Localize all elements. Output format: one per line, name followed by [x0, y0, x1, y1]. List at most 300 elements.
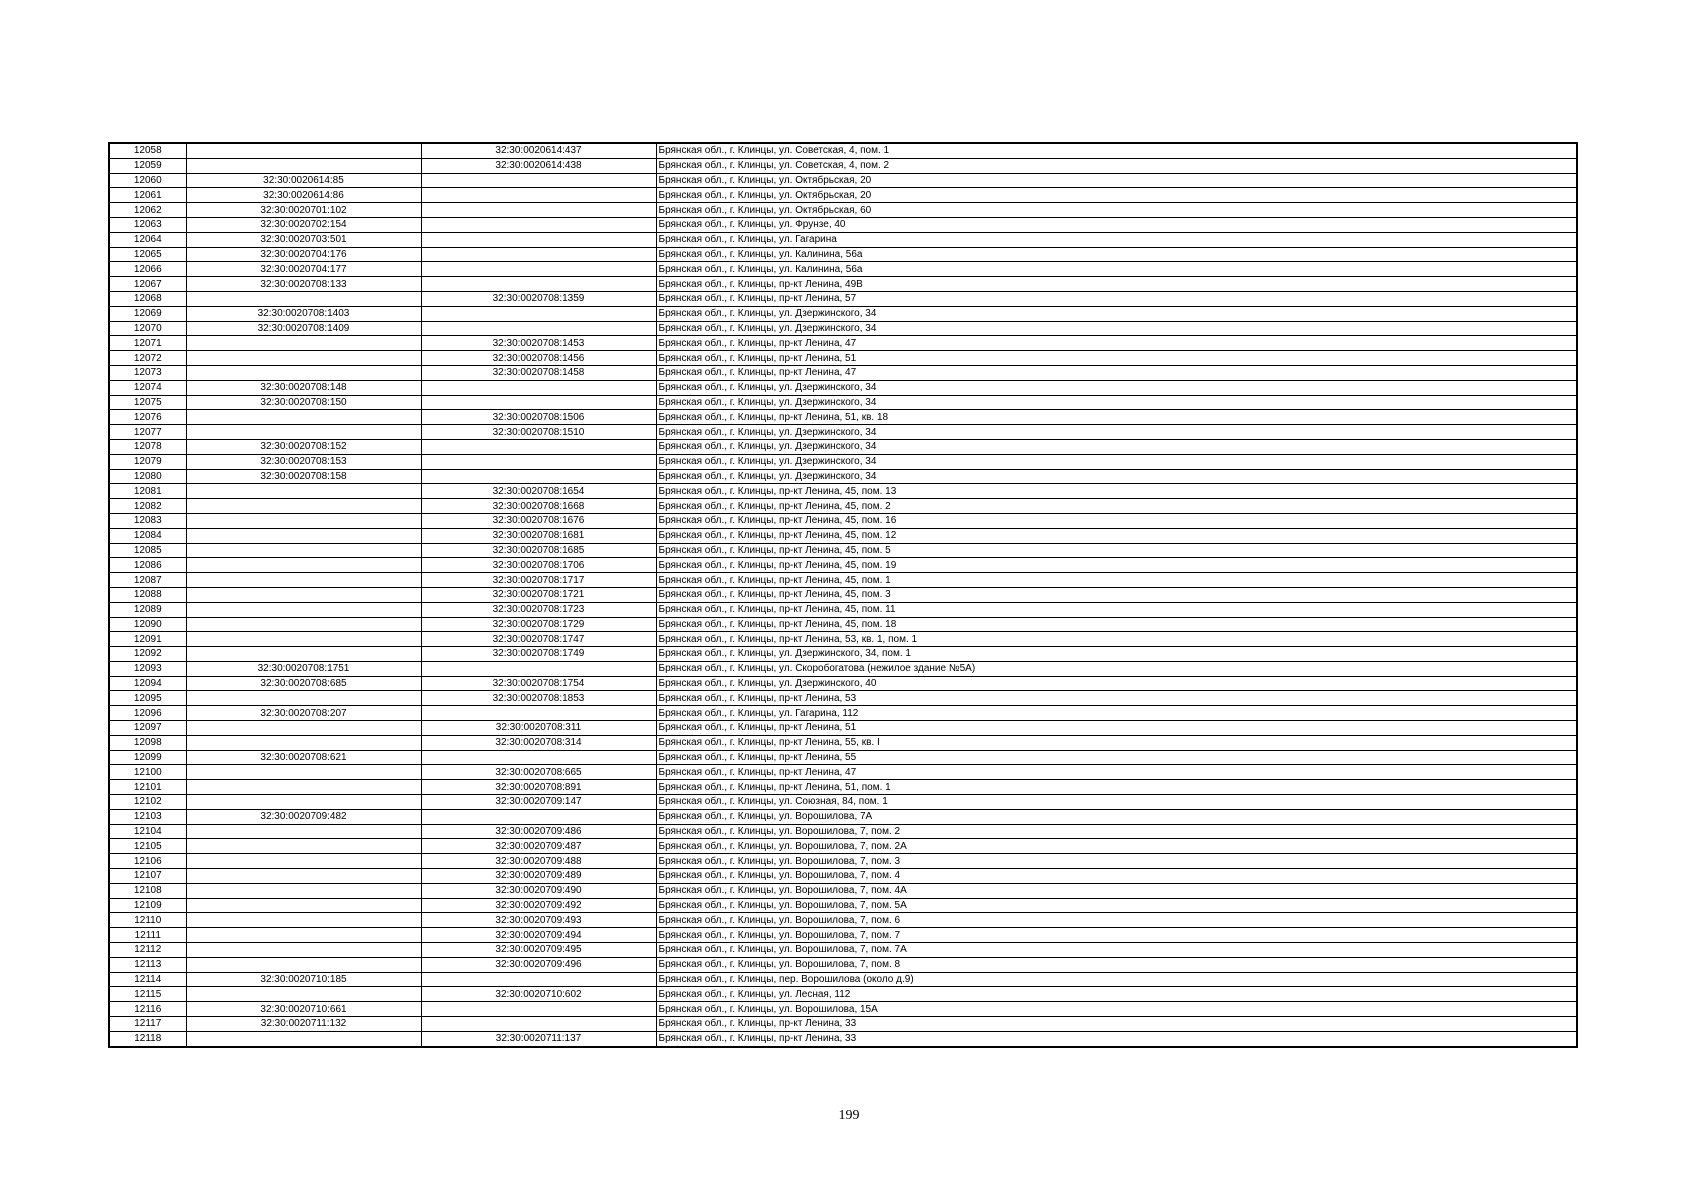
row-number-cell: 12080	[109, 469, 186, 484]
premises-cadastral-number-cell: 32:30:0020708:1706	[421, 558, 656, 573]
registry-table	[108, 142, 1578, 1048]
cadastral-number-cell	[186, 854, 421, 869]
table-row	[109, 454, 1577, 469]
row-number-cell: 12087	[109, 573, 186, 588]
address-cell: Брянская обл., г. Клинцы, ул. Дзержинского, 34	[656, 306, 1577, 321]
row-number-cell: 12108	[109, 883, 186, 898]
address-cell: Брянская обл., г. Клинцы, ул. Гагарина	[656, 232, 1577, 247]
premises-cadastral-number-cell: 32:30:0020708:665	[421, 765, 656, 780]
cadastral-number-cell	[186, 735, 421, 750]
address-cell: Брянская обл., г. Клинцы, ул. Советская, 4, пом. 2	[656, 158, 1577, 173]
table-row	[109, 957, 1577, 972]
row-number-cell: 12060	[109, 173, 186, 188]
table-row	[109, 898, 1577, 913]
premises-cadastral-number-cell: 32:30:0020710:602	[421, 987, 656, 1002]
address-cell: Брянская обл., г. Клинцы, ул. Ворошилова, 7, пом. 2	[656, 824, 1577, 839]
address-cell: Брянская обл., г. Клинцы, ул. Ворошилова, 7, пом. 8	[656, 957, 1577, 972]
table-row	[109, 883, 1577, 898]
row-number-cell: 12112	[109, 943, 186, 958]
cadastral-number-cell: 32:30:0020708:133	[186, 277, 421, 292]
cadastral-number-cell	[186, 158, 421, 173]
premises-cadastral-number-cell	[421, 809, 656, 824]
table-row	[109, 809, 1577, 824]
cadastral-number-cell: 32:30:0020702:154	[186, 217, 421, 232]
premises-cadastral-number-cell	[421, 1002, 656, 1017]
table-row	[109, 425, 1577, 440]
table-row	[109, 1031, 1577, 1046]
row-number-cell: 12063	[109, 217, 186, 232]
table-row	[109, 587, 1577, 602]
table-row	[109, 351, 1577, 366]
row-number-cell: 12067	[109, 277, 186, 292]
cadastral-number-cell: 32:30:0020708:1409	[186, 321, 421, 336]
table-row	[109, 706, 1577, 721]
row-number-cell: 12082	[109, 499, 186, 514]
row-number-cell: 12110	[109, 913, 186, 928]
address-cell: Брянская обл., г. Клинцы, ул. Калинина, 56а	[656, 247, 1577, 262]
premises-cadastral-number-cell	[421, 277, 656, 292]
premises-cadastral-number-cell	[421, 380, 656, 395]
premises-cadastral-number-cell	[421, 469, 656, 484]
premises-cadastral-number-cell	[421, 262, 656, 277]
row-number-cell: 12083	[109, 513, 186, 528]
cadastral-number-cell: 32:30:0020708:148	[186, 380, 421, 395]
table-row	[109, 247, 1577, 262]
cadastral-number-cell	[186, 291, 421, 306]
cadastral-number-cell	[186, 943, 421, 958]
address-cell: Брянская обл., г. Клинцы, пр-кт Ленина, 45, пом. 19	[656, 558, 1577, 573]
premises-cadastral-number-cell: 32:30:0020709:492	[421, 898, 656, 913]
premises-cadastral-number-cell	[421, 661, 656, 676]
address-cell: Брянская обл., г. Клинцы, ул. Дзержинского, 34	[656, 395, 1577, 410]
row-number-cell: 12079	[109, 454, 186, 469]
premises-cadastral-number-cell: 32:30:0020708:1853	[421, 691, 656, 706]
table-row	[109, 513, 1577, 528]
table-row	[109, 321, 1577, 336]
row-number-cell: 12109	[109, 898, 186, 913]
row-number-cell: 12076	[109, 410, 186, 425]
premises-cadastral-number-cell: 32:30:0020708:1717	[421, 573, 656, 588]
address-cell: Брянская обл., г. Клинцы, пр-кт Ленина, 45, пом. 12	[656, 528, 1577, 543]
address-cell: Брянская обл., г. Клинцы, пр-кт Ленина, 51, кв. 18	[656, 410, 1577, 425]
cadastral-number-cell: 32:30:0020708:1751	[186, 661, 421, 676]
table-row	[109, 972, 1577, 987]
row-number-cell: 12093	[109, 661, 186, 676]
table-row	[109, 499, 1577, 514]
table-row	[109, 854, 1577, 869]
cadastral-number-cell	[186, 558, 421, 573]
cadastral-number-cell	[186, 647, 421, 662]
premises-cadastral-number-cell: 32:30:0020711:137	[421, 1031, 656, 1046]
address-cell: Брянская обл., г. Клинцы, пр-кт Ленина, 51	[656, 721, 1577, 736]
address-cell: Брянская обл., г. Клинцы, ул. Союзная, 84, пом. 1	[656, 795, 1577, 810]
cadastral-number-cell	[186, 336, 421, 351]
table-row	[109, 173, 1577, 188]
row-number-cell: 12078	[109, 439, 186, 454]
premises-cadastral-number-cell: 32:30:0020709:493	[421, 913, 656, 928]
address-cell: Брянская обл., г. Клинцы, пр-кт Ленина, 33	[656, 1031, 1577, 1046]
cadastral-number-cell: 32:30:0020708:685	[186, 676, 421, 691]
cadastral-number-cell: 32:30:0020708:152	[186, 439, 421, 454]
row-number-cell: 12104	[109, 824, 186, 839]
cadastral-number-cell	[186, 839, 421, 854]
address-cell: Брянская обл., г. Клинцы, пр-кт Ленина, 45, пом. 2	[656, 499, 1577, 514]
table-row	[109, 721, 1577, 736]
row-number-cell: 12107	[109, 869, 186, 884]
premises-cadastral-number-cell: 32:30:0020709:488	[421, 854, 656, 869]
address-cell: Брянская обл., г. Клинцы, ул. Скоробогатова (нежилое здание №5А)	[656, 661, 1577, 676]
row-number-cell: 12081	[109, 484, 186, 499]
cadastral-number-cell: 32:30:0020704:177	[186, 262, 421, 277]
address-cell: Брянская обл., г. Клинцы, пр-кт Ленина, 45, пом. 11	[656, 602, 1577, 617]
table-row	[109, 691, 1577, 706]
cadastral-number-cell: 32:30:0020710:185	[186, 972, 421, 987]
address-cell: Брянская обл., г. Клинцы, пер. Ворошилова (около д.9)	[656, 972, 1577, 987]
table-row	[109, 750, 1577, 765]
row-number-cell: 12088	[109, 587, 186, 602]
registry-table-body	[109, 143, 1577, 1047]
premises-cadastral-number-cell: 32:30:0020709:487	[421, 839, 656, 854]
premises-cadastral-number-cell: 32:30:0020708:1723	[421, 602, 656, 617]
table-row	[109, 395, 1577, 410]
address-cell: Брянская обл., г. Клинцы, ул. Фрунзе, 40	[656, 217, 1577, 232]
row-number-cell: 12096	[109, 706, 186, 721]
cadastral-number-cell: 32:30:0020708:621	[186, 750, 421, 765]
cadastral-number-cell	[186, 513, 421, 528]
row-number-cell: 12089	[109, 602, 186, 617]
address-cell: Брянская обл., г. Клинцы, ул. Лесная, 112	[656, 987, 1577, 1002]
cadastral-number-cell	[186, 1031, 421, 1046]
cadastral-number-cell: 32:30:0020614:86	[186, 188, 421, 203]
table-row	[109, 617, 1577, 632]
cadastral-number-cell: 32:30:0020708:158	[186, 469, 421, 484]
cadastral-number-cell	[186, 824, 421, 839]
address-cell: Брянская обл., г. Клинцы, пр-кт Ленина, 33	[656, 1017, 1577, 1032]
premises-cadastral-number-cell: 32:30:0020708:1681	[421, 528, 656, 543]
table-row	[109, 336, 1577, 351]
address-cell: Брянская обл., г. Клинцы, пр-кт Ленина, 45, пом. 3	[656, 587, 1577, 602]
address-cell: Брянская обл., г. Клинцы, пр-кт Ленина, 51, пом. 1	[656, 780, 1577, 795]
premises-cadastral-number-cell: 32:30:0020709:496	[421, 957, 656, 972]
cadastral-number-cell	[186, 617, 421, 632]
address-cell: Брянская обл., г. Клинцы, ул. Октябрьская, 60	[656, 203, 1577, 218]
table-row	[109, 661, 1577, 676]
address-cell: Брянская обл., г. Клинцы, пр-кт Ленина, 55	[656, 750, 1577, 765]
premises-cadastral-number-cell: 32:30:0020708:1729	[421, 617, 656, 632]
table-row	[109, 203, 1577, 218]
row-number-cell: 12098	[109, 735, 186, 750]
row-number-cell: 12118	[109, 1031, 186, 1046]
page-number: 199	[838, 1108, 860, 1123]
table-row	[109, 558, 1577, 573]
row-number-cell: 12077	[109, 425, 186, 440]
table-row	[109, 987, 1577, 1002]
premises-cadastral-number-cell: 32:30:0020708:1747	[421, 632, 656, 647]
cadastral-number-cell: 32:30:0020710:661	[186, 1002, 421, 1017]
cadastral-number-cell	[186, 602, 421, 617]
table-row	[109, 632, 1577, 647]
premises-cadastral-number-cell	[421, 454, 656, 469]
premises-cadastral-number-cell: 32:30:0020708:1754	[421, 676, 656, 691]
row-number-cell: 12114	[109, 972, 186, 987]
table-row	[109, 943, 1577, 958]
cadastral-number-cell	[186, 898, 421, 913]
cadastral-number-cell	[186, 587, 421, 602]
row-number-cell: 12059	[109, 158, 186, 173]
row-number-cell: 12099	[109, 750, 186, 765]
premises-cadastral-number-cell	[421, 750, 656, 765]
address-cell: Брянская обл., г. Клинцы, ул. Дзержинского, 34	[656, 321, 1577, 336]
table-row	[109, 543, 1577, 558]
cadastral-number-cell	[186, 528, 421, 543]
table-row	[109, 1002, 1577, 1017]
address-cell: Брянская обл., г. Клинцы, пр-кт Ленина, 45, пом. 18	[656, 617, 1577, 632]
cadastral-number-cell: 32:30:0020708:1403	[186, 306, 421, 321]
table-row	[109, 469, 1577, 484]
address-cell: Брянская обл., г. Клинцы, ул. Ворошилова, 7, пом. 7А	[656, 943, 1577, 958]
row-number-cell: 12069	[109, 306, 186, 321]
table-row	[109, 217, 1577, 232]
premises-cadastral-number-cell: 32:30:0020708:1676	[421, 513, 656, 528]
cadastral-number-cell	[186, 425, 421, 440]
premises-cadastral-number-cell: 32:30:0020708:314	[421, 735, 656, 750]
address-cell: Брянская обл., г. Клинцы, ул. Октябрьская, 20	[656, 173, 1577, 188]
row-number-cell: 12111	[109, 928, 186, 943]
address-cell: Брянская обл., г. Клинцы, пр-кт Ленина, 53, кв. 1, пом. 1	[656, 632, 1577, 647]
cadastral-number-cell: 32:30:0020704:176	[186, 247, 421, 262]
row-number-cell: 12100	[109, 765, 186, 780]
premises-cadastral-number-cell	[421, 203, 656, 218]
premises-cadastral-number-cell	[421, 706, 656, 721]
table-row	[109, 913, 1577, 928]
table-row	[109, 676, 1577, 691]
table-row	[109, 306, 1577, 321]
row-number-cell: 12092	[109, 647, 186, 662]
cadastral-number-cell	[186, 957, 421, 972]
cadastral-number-cell	[186, 869, 421, 884]
table-row	[109, 839, 1577, 854]
address-cell: Брянская обл., г. Клинцы, пр-кт Ленина, 53	[656, 691, 1577, 706]
premises-cadastral-number-cell	[421, 1017, 656, 1032]
table-row	[109, 765, 1577, 780]
address-cell: Брянская обл., г. Клинцы, ул. Дзержинского, 34	[656, 454, 1577, 469]
table-row	[109, 780, 1577, 795]
table-row	[109, 291, 1577, 306]
premises-cadastral-number-cell: 32:30:0020708:1458	[421, 365, 656, 380]
cadastral-number-cell	[186, 928, 421, 943]
table-row	[109, 735, 1577, 750]
address-cell: Брянская обл., г. Клинцы, ул. Дзержинского, 34	[656, 425, 1577, 440]
table-row	[109, 869, 1577, 884]
row-number-cell: 12061	[109, 188, 186, 203]
address-cell: Брянская обл., г. Клинцы, ул. Гагарина, 112	[656, 706, 1577, 721]
row-number-cell: 12075	[109, 395, 186, 410]
address-cell: Брянская обл., г. Клинцы, ул. Ворошилова, 15А	[656, 1002, 1577, 1017]
cadastral-number-cell: 32:30:0020711:132	[186, 1017, 421, 1032]
table-row	[109, 439, 1577, 454]
address-cell: Брянская обл., г. Клинцы, ул. Ворошилова, 7, пом. 4А	[656, 883, 1577, 898]
table-row	[109, 143, 1577, 158]
address-cell: Брянская обл., г. Клинцы, ул. Ворошилова, 7, пом. 3	[656, 854, 1577, 869]
address-cell: Брянская обл., г. Клинцы, ул. Ворошилова, 7, пом. 5А	[656, 898, 1577, 913]
row-number-cell: 12103	[109, 809, 186, 824]
address-cell: Брянская обл., г. Клинцы, ул. Ворошилова, 7А	[656, 809, 1577, 824]
table-row	[109, 484, 1577, 499]
table-row	[109, 602, 1577, 617]
address-cell: Брянская обл., г. Клинцы, пр-кт Ленина, 49В	[656, 277, 1577, 292]
premises-cadastral-number-cell: 32:30:0020708:1359	[421, 291, 656, 306]
premises-cadastral-number-cell: 32:30:0020614:437	[421, 143, 656, 158]
registry-table-wrap	[108, 142, 1576, 1048]
address-cell: Брянская обл., г. Клинцы, ул. Дзержинского, 34	[656, 469, 1577, 484]
cadastral-number-cell	[186, 351, 421, 366]
premises-cadastral-number-cell	[421, 972, 656, 987]
premises-cadastral-number-cell	[421, 232, 656, 247]
row-number-cell: 12101	[109, 780, 186, 795]
premises-cadastral-number-cell: 32:30:0020709:490	[421, 883, 656, 898]
row-number-cell: 12113	[109, 957, 186, 972]
address-cell: Брянская обл., г. Клинцы, ул. Ворошилова, 7, пом. 2А	[656, 839, 1577, 854]
cadastral-number-cell: 32:30:0020708:207	[186, 706, 421, 721]
row-number-cell: 12071	[109, 336, 186, 351]
row-number-cell: 12102	[109, 795, 186, 810]
row-number-cell: 12085	[109, 543, 186, 558]
premises-cadastral-number-cell: 32:30:0020709:486	[421, 824, 656, 839]
row-number-cell: 12065	[109, 247, 186, 262]
row-number-cell: 12072	[109, 351, 186, 366]
cadastral-number-cell	[186, 795, 421, 810]
cadastral-number-cell	[186, 365, 421, 380]
premises-cadastral-number-cell: 32:30:0020708:1510	[421, 425, 656, 440]
premises-cadastral-number-cell	[421, 188, 656, 203]
premises-cadastral-number-cell	[421, 247, 656, 262]
premises-cadastral-number-cell: 32:30:0020708:1685	[421, 543, 656, 558]
table-row	[109, 365, 1577, 380]
premises-cadastral-number-cell	[421, 173, 656, 188]
address-cell: Брянская обл., г. Клинцы, ул. Ворошилова, 7, пом. 6	[656, 913, 1577, 928]
premises-cadastral-number-cell: 32:30:0020614:438	[421, 158, 656, 173]
premises-cadastral-number-cell: 32:30:0020708:1749	[421, 647, 656, 662]
premises-cadastral-number-cell	[421, 306, 656, 321]
row-number-cell: 12090	[109, 617, 186, 632]
cadastral-number-cell	[186, 765, 421, 780]
address-cell: Брянская обл., г. Клинцы, пр-кт Ленина, 55, кв. I	[656, 735, 1577, 750]
cadastral-number-cell	[186, 780, 421, 795]
row-number-cell: 12064	[109, 232, 186, 247]
cadastral-number-cell	[186, 913, 421, 928]
cadastral-number-cell	[186, 499, 421, 514]
row-number-cell: 12073	[109, 365, 186, 380]
address-cell: Брянская обл., г. Клинцы, пр-кт Ленина, 57	[656, 291, 1577, 306]
address-cell: Брянская обл., г. Клинцы, ул. Октябрьская, 20	[656, 188, 1577, 203]
row-number-cell: 12091	[109, 632, 186, 647]
row-number-cell: 12094	[109, 676, 186, 691]
cadastral-number-cell	[186, 573, 421, 588]
row-number-cell: 12095	[109, 691, 186, 706]
address-cell: Брянская обл., г. Клинцы, пр-кт Ленина, 45, пом. 16	[656, 513, 1577, 528]
table-row	[109, 232, 1577, 247]
table-row	[109, 528, 1577, 543]
premises-cadastral-number-cell	[421, 321, 656, 336]
address-cell: Брянская обл., г. Клинцы, пр-кт Ленина, 47	[656, 336, 1577, 351]
address-cell: Брянская обл., г. Клинцы, ул. Советская, 4, пом. 1	[656, 143, 1577, 158]
address-cell: Брянская обл., г. Клинцы, ул. Дзержинского, 34	[656, 380, 1577, 395]
cadastral-number-cell: 32:30:0020703:501	[186, 232, 421, 247]
row-number-cell: 12097	[109, 721, 186, 736]
cadastral-number-cell	[186, 543, 421, 558]
premises-cadastral-number-cell: 32:30:0020708:1721	[421, 587, 656, 602]
table-row	[109, 824, 1577, 839]
row-number-cell: 12066	[109, 262, 186, 277]
address-cell: Брянская обл., г. Клинцы, ул. Дзержинского, 34	[656, 439, 1577, 454]
premises-cadastral-number-cell	[421, 217, 656, 232]
premises-cadastral-number-cell	[421, 395, 656, 410]
cadastral-number-cell	[186, 632, 421, 647]
address-cell: Брянская обл., г. Клинцы, пр-кт Ленина, 47	[656, 765, 1577, 780]
table-row	[109, 410, 1577, 425]
cadastral-number-cell	[186, 691, 421, 706]
premises-cadastral-number-cell: 32:30:0020709:489	[421, 869, 656, 884]
address-cell: Брянская обл., г. Клинцы, ул. Калинина, 56а	[656, 262, 1577, 277]
table-row	[109, 1017, 1577, 1032]
cadastral-number-cell: 32:30:0020614:85	[186, 173, 421, 188]
table-row	[109, 647, 1577, 662]
cadastral-number-cell: 32:30:0020709:482	[186, 809, 421, 824]
premises-cadastral-number-cell: 32:30:0020708:1456	[421, 351, 656, 366]
cadastral-number-cell	[186, 883, 421, 898]
row-number-cell: 12086	[109, 558, 186, 573]
table-row	[109, 795, 1577, 810]
premises-cadastral-number-cell: 32:30:0020708:1654	[421, 484, 656, 499]
cadastral-number-cell: 32:30:0020701:102	[186, 203, 421, 218]
address-cell: Брянская обл., г. Клинцы, пр-кт Ленина, 45, пом. 5	[656, 543, 1577, 558]
address-cell: Брянская обл., г. Клинцы, пр-кт Ленина, 45, пом. 13	[656, 484, 1577, 499]
premises-cadastral-number-cell: 32:30:0020709:495	[421, 943, 656, 958]
row-number-cell: 12062	[109, 203, 186, 218]
row-number-cell: 12084	[109, 528, 186, 543]
address-cell: Брянская обл., г. Клинцы, пр-кт Ленина, 47	[656, 365, 1577, 380]
premises-cadastral-number-cell: 32:30:0020708:311	[421, 721, 656, 736]
row-number-cell: 12068	[109, 291, 186, 306]
row-number-cell: 12106	[109, 854, 186, 869]
cadastral-number-cell: 32:30:0020708:150	[186, 395, 421, 410]
row-number-cell: 12115	[109, 987, 186, 1002]
table-row	[109, 573, 1577, 588]
row-number-cell: 12058	[109, 143, 186, 158]
cadastral-number-cell	[186, 484, 421, 499]
table-row	[109, 262, 1577, 277]
cadastral-number-cell	[186, 143, 421, 158]
address-cell: Брянская обл., г. Клинцы, пр-кт Ленина, 51	[656, 351, 1577, 366]
cadastral-number-cell	[186, 987, 421, 1002]
row-number-cell: 12070	[109, 321, 186, 336]
premises-cadastral-number-cell: 32:30:0020708:891	[421, 780, 656, 795]
table-row	[109, 928, 1577, 943]
cadastral-number-cell: 32:30:0020708:153	[186, 454, 421, 469]
table-row	[109, 188, 1577, 203]
row-number-cell: 12116	[109, 1002, 186, 1017]
premises-cadastral-number-cell	[421, 439, 656, 454]
premises-cadastral-number-cell: 32:30:0020708:1506	[421, 410, 656, 425]
address-cell: Брянская обл., г. Клинцы, ул. Ворошилова, 7, пом. 4	[656, 869, 1577, 884]
premises-cadastral-number-cell: 32:30:0020709:147	[421, 795, 656, 810]
row-number-cell: 12117	[109, 1017, 186, 1032]
premises-cadastral-number-cell: 32:30:0020709:494	[421, 928, 656, 943]
row-number-cell: 12105	[109, 839, 186, 854]
table-row	[109, 277, 1577, 292]
premises-cadastral-number-cell: 32:30:0020708:1453	[421, 336, 656, 351]
address-cell: Брянская обл., г. Клинцы, ул. Дзержинского, 34, пом. 1	[656, 647, 1577, 662]
